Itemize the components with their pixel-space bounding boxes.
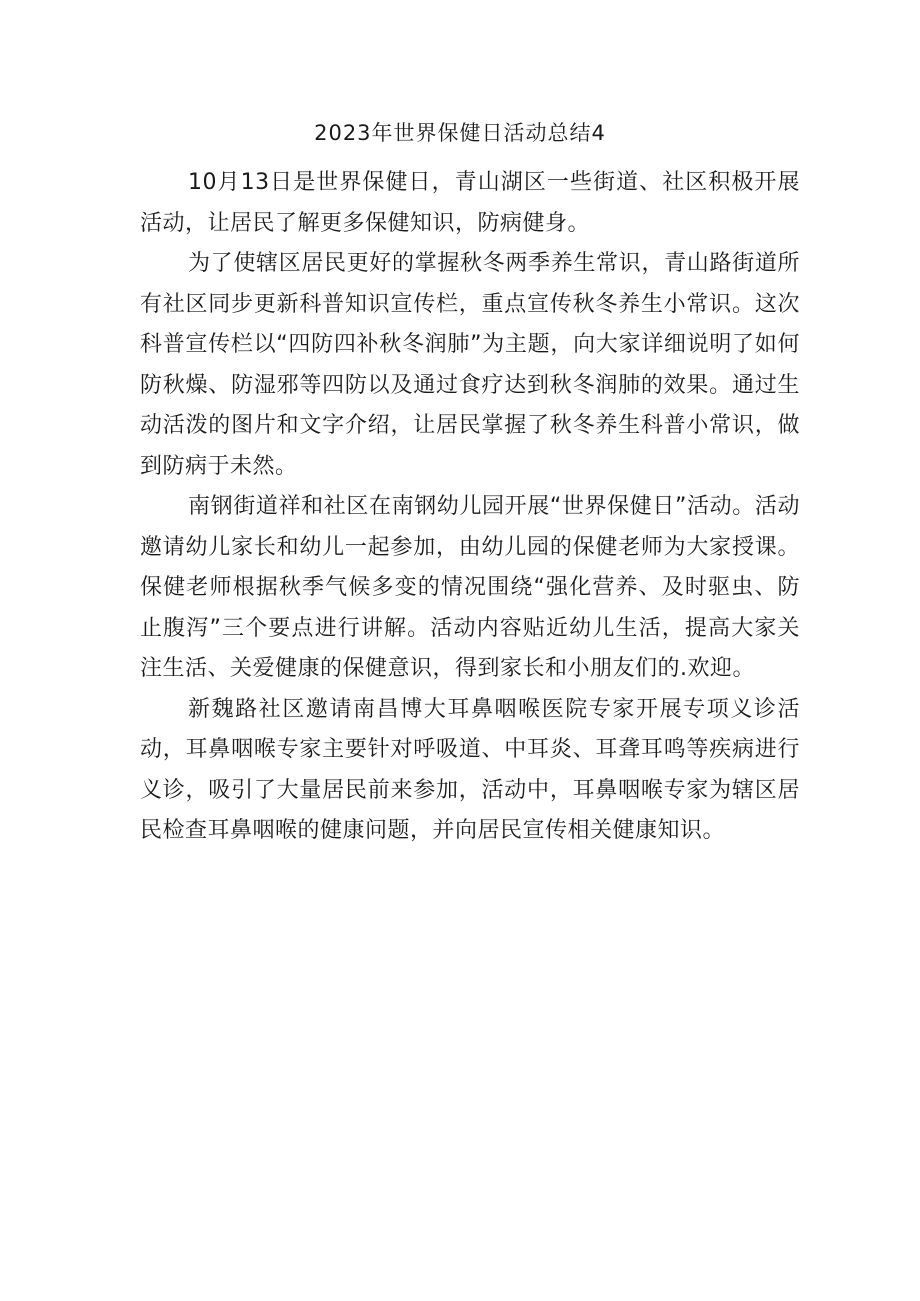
paragraph-2: 为了使辖区居民更好的掌握秋冬两季养生常识，青山路街道所有社区同步更新科普知识宣传栏，重点宣传秋冬养生小常识。这次科普宣传栏以“四防四补秋冬润肺”为主题，向大家详细说明了如何防秋燥、防湿邪等四防以及通过食疗达到秋冬润肺的效果。通过生动活泼的图片和文字介绍，让居民掌握了秋冬养生科普小常识，做到防病于未然。	[140, 251, 800, 479]
paragraph-1: 10月13日是世界保健日，青山湖区一些街道、社区积极开展活动，让居民了解更多保健知识，防病健身。	[140, 170, 800, 236]
document-title: 2023年世界保健日活动总结4	[314, 121, 606, 145]
paragraph-3: 南钢街道祥和社区在南钢幼儿园开展“世界保健日”活动。活动邀请幼儿家长和幼儿一起参加，由幼儿园的保健老师为大家授课。保健老师根据秋季气候多变的情况围绕“强化营养、及时驱虫、防止腹泻”三个要点进行讲解。活动内容贴近幼儿生活，提高大家关注生活、关爱健康的保健意识，得到家长和小朋友们的.欢迎。	[140, 494, 800, 681]
document-body	[140, 163, 800, 852]
paragraph-4: 新魏路社区邀请南昌博大耳鼻咽喉医院专家开展专项义诊活动，耳鼻咽喉专家主要针对呼吸道、中耳炎、耳聋耳鸣等疾病进行义诊，吸引了大量居民前来参加，活动中，耳鼻咽喉专家为辖区居民检查耳鼻咽喉的健康问题，并向居民宣传相关健康知识。	[140, 696, 800, 843]
